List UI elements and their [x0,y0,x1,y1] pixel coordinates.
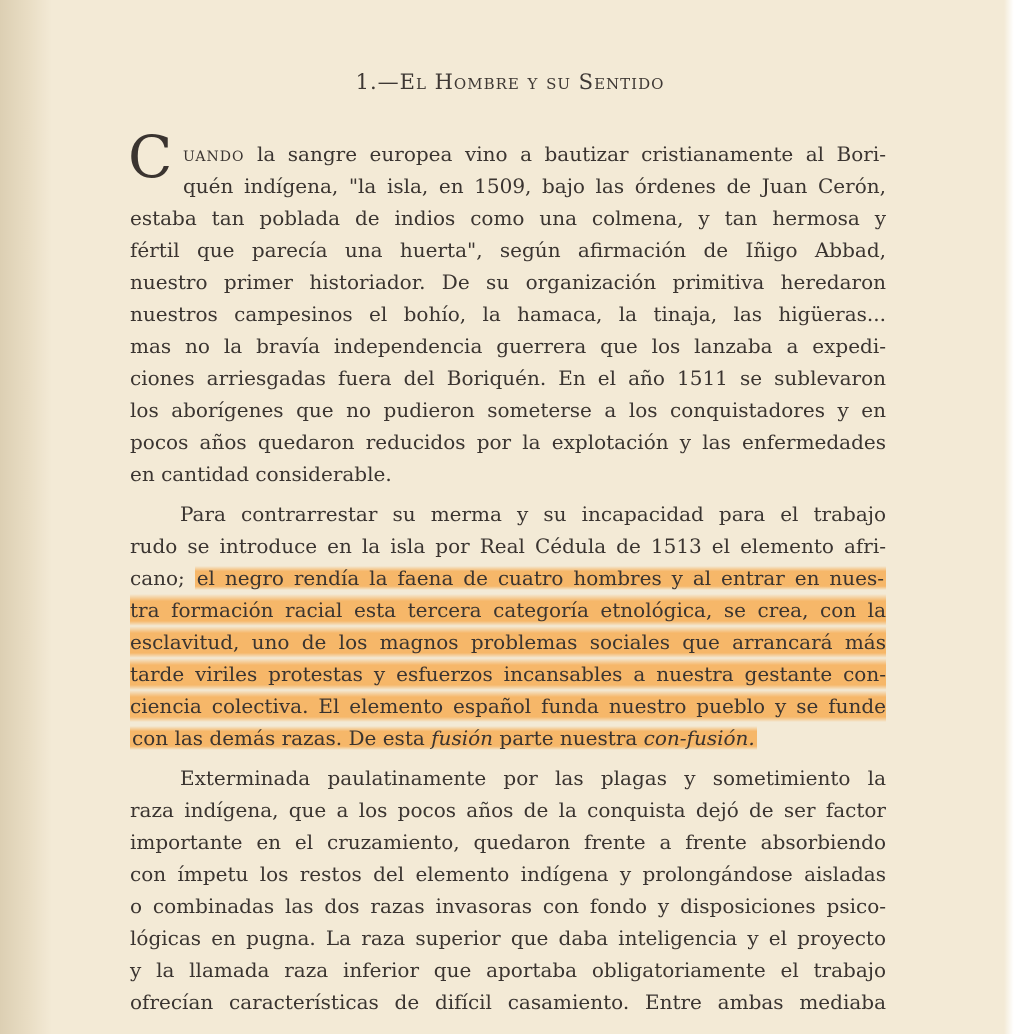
italic-word: con-fusión. [643,726,755,750]
text-line: cano; el negro rendía la faena de cuatro hombres y al entrar en nues- [130,566,884,590]
page-edge [1004,0,1020,1034]
text-line: lógicas en pugna. La raza superior que daba inteligencia y el proyecto [130,926,886,950]
highlighted-text-line: esclavitud, uno de los magnos problemas sociales que arrancará más [130,626,886,658]
text-line: ofrecían características de difícil casamiento. Entre ambas mediaba [130,990,886,1014]
first-word-small-caps: uando [183,142,245,166]
text-line: rudo se introduce en la isla por Real Cédula de 1513 el elemento afri- [130,534,886,558]
text-line [130,722,886,754]
text-line: quén indígena, "la isla, en 1509, bajo las órdenes de Juan Cerón, [183,174,886,198]
text-line: y la llamada raza inferior que aportaba obligatoriamente el trabajo [130,958,886,982]
drop-cap-letter: C [128,123,173,191]
chapter-heading: 1.—El Hombre y su Sentido [355,70,665,94]
text-line: Para contrarrestar su merma y su incapacidad para el trabajo [180,502,886,526]
text-line: Exterminada paulatinamente por las plagas y sometimiento la [180,766,886,790]
text-line: fértil que parecía una huerta", según afirmación de Iñigo Abbad, [130,238,886,262]
highlighted-text-line: tarde viriles protestas y esfuerzos incansables a nuestra gestante con- [130,658,886,690]
text-line: o combinadas las dos razas invasoras con fondo y disposiciones psico- [130,894,886,918]
text-line: nuestros campesinos el bohío, la hamaca, la tinaja, las higüeras... [130,302,886,326]
text-line: nuestro primer historiador. De su organización primitiva heredaron [130,270,886,294]
text-line: los aborígenes que no pudieron someterse a los conquistadores y en [130,398,886,422]
page-gutter-shadow [0,0,52,1034]
text-line: importante en el cruzamiento, quedaron frente a frente absorbiendo [130,830,886,854]
highlighted-text: el negro rendía la faena de cuatro hombres y al entrar en nues- [196,566,884,590]
text-line: estaba tan poblada de indios como una colmena, y tan hermosa y [130,206,886,230]
text-line: raza indígena, que a los pocos años de la conquista dejó de ser factor [130,798,886,822]
text-line: en cantidad considerable. [130,462,392,486]
text-line: uando la sangre europea vino a bautizar cristianamente al Bori- [183,142,887,166]
text-line: mas no la bravía independencia guerrera que los lanzaba a expedi- [130,334,886,358]
highlighted-text-line: ciencia colectiva. El elemento español funda nuestro pueblo y se funde [130,690,886,722]
italic-word: fusión [431,726,494,750]
highlighted-text-line: tra formación racial esta tercera categoría etnológica, se crea, con la [130,594,886,626]
highlighted-text: con las demás razas. De esta fusión parte nuestra con-fusión. [132,726,755,750]
text-line: ciones arriesgadas fuera del Boriquén. En el año 1511 se sublevaron [130,366,886,390]
text-line: pocos años quedaron reducidos por la explotación y las enfermedades [130,430,886,454]
text-line: con ímpetu los restos del elemento indígena y prolongándose aisladas [130,862,886,886]
